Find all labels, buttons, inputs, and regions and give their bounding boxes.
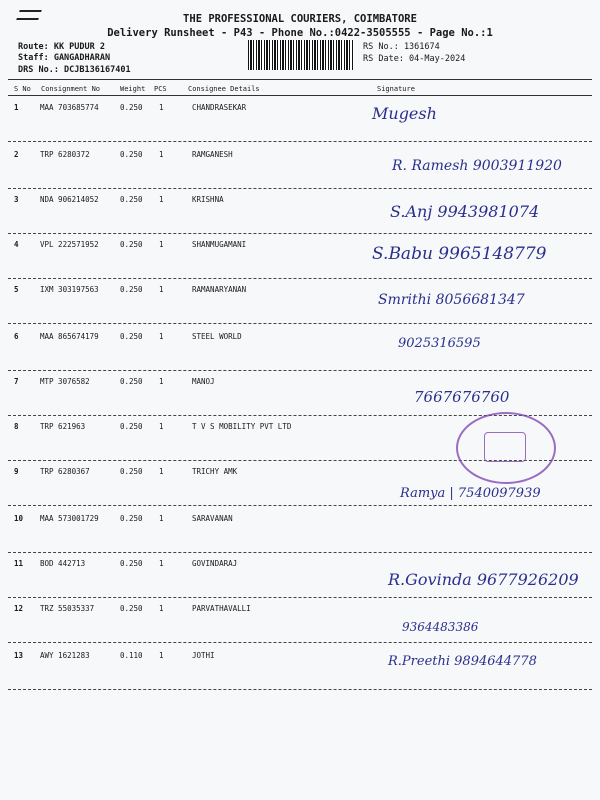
barcode	[248, 40, 354, 70]
row-pcs: 1	[159, 467, 164, 476]
rs-number: RS No.: 1361674	[363, 42, 440, 52]
signature: Mugesh	[372, 104, 437, 123]
row-sno: 3	[14, 195, 19, 204]
row-consignee: GOVINDARAJ	[192, 559, 238, 568]
company-title: THE PROFESSIONAL COURIERS, COIMBATORE	[183, 13, 417, 25]
row-consignee: CHANDRASEKAR	[192, 103, 247, 112]
row-consignee: RAMGANESH	[192, 150, 233, 159]
col-pcs-header: PCS	[154, 85, 167, 93]
row-consignee: STEEL WORLD	[192, 332, 242, 341]
row-weight: 0.250	[120, 195, 143, 204]
row-weight: 0.250	[120, 285, 143, 294]
signature: Ramya | 7540097939	[400, 486, 541, 501]
row-sno: 9	[14, 467, 19, 476]
row-pcs: 1	[159, 103, 164, 112]
row-sno: 7	[14, 377, 19, 386]
row-weight: 0.250	[120, 514, 143, 523]
row-consignee: RAMANARYANAN	[192, 285, 247, 294]
signature-column	[372, 96, 592, 696]
staff-label: Staff: GANGADHARAN	[18, 53, 111, 63]
route-label: Route: KK PUDUR 2	[18, 42, 105, 52]
row-consignment-no: TRZ 55035337	[40, 604, 95, 613]
row-sno: 10	[14, 514, 24, 523]
row-consignee: PARVATHAVALLI	[192, 604, 251, 613]
company-seal	[456, 412, 556, 484]
row-sno: 6	[14, 332, 19, 341]
row-consignment-no: TRP 6280367	[40, 467, 90, 476]
row-weight: 0.250	[120, 103, 143, 112]
drs-number: DRS No.: DCJB136167401	[18, 65, 131, 75]
signature: Smrithi 8056681347	[378, 292, 525, 308]
row-sno: 13	[14, 651, 24, 660]
row-consignment-no: NDA 906214052	[40, 195, 99, 204]
signature: 9364483386	[402, 620, 479, 634]
row-consignee: KRISHNA	[192, 195, 224, 204]
row-consignment-no: MAA 865674179	[40, 332, 99, 341]
row-consignee: TRICHY AMK	[192, 467, 238, 476]
header-rule-top	[8, 79, 592, 80]
row-consignee: SARAVANAN	[192, 514, 233, 523]
row-weight: 0.250	[120, 422, 143, 431]
col-signature-header: Signature	[377, 85, 415, 93]
signature: S.Anj 9943981074	[390, 202, 540, 221]
signature: 9025316595	[398, 336, 481, 351]
col-consignment-header: Consignment No	[41, 85, 101, 93]
row-sno: 12	[14, 604, 24, 613]
row-pcs: 1	[159, 422, 164, 431]
col-weight-header: Weight	[120, 85, 146, 93]
row-consignee: JOTHI	[192, 651, 215, 660]
row-sno: 2	[14, 150, 19, 159]
row-sno: 8	[14, 422, 19, 431]
row-consignment-no: TRP 621963	[40, 422, 86, 431]
row-pcs: 1	[159, 514, 164, 523]
row-consignment-no: MAA 703685774	[40, 103, 99, 112]
row-weight: 0.250	[120, 559, 143, 568]
col-consignee-header: Consignee Details	[188, 85, 260, 93]
row-consignee: MANOJ	[192, 377, 215, 386]
row-weight: 0.110	[120, 651, 143, 660]
runsheet-subtitle: Delivery Runsheet - P43 - Phone No.:0422-3505555 - Page No.:1	[107, 27, 493, 39]
row-weight: 0.250	[120, 377, 143, 386]
row-pcs: 1	[159, 604, 164, 613]
row-pcs: 1	[159, 195, 164, 204]
row-pcs: 1	[159, 150, 164, 159]
signature: R.Preethi 9894644778	[388, 654, 537, 669]
row-weight: 0.250	[120, 150, 143, 159]
row-pcs: 1	[159, 240, 164, 249]
col-sno-header: S No	[14, 85, 31, 93]
signature: S.Babu 9965148779	[372, 244, 547, 264]
row-consignment-no: VPL 222571952	[40, 240, 99, 249]
row-sno: 5	[14, 285, 19, 294]
row-pcs: 1	[159, 332, 164, 341]
row-sno: 1	[14, 103, 19, 112]
row-consignment-no: MAA 573001729	[40, 514, 99, 523]
row-consignment-no: TRP 6280372	[40, 150, 90, 159]
row-pcs: 1	[159, 651, 164, 660]
row-consignee: SHANMUGAMANI	[192, 240, 247, 249]
signature: 7667676760	[414, 388, 510, 406]
row-consignment-no: MTP 3076582	[40, 377, 90, 386]
row-pcs: 1	[159, 559, 164, 568]
signature: R.Govinda 9677926209	[388, 570, 579, 589]
signature: R. Ramesh 9003911920	[392, 158, 562, 174]
row-weight: 0.250	[120, 332, 143, 341]
row-consignment-no: IXM 303197563	[40, 285, 99, 294]
row-sno: 4	[14, 240, 19, 249]
row-sno: 11	[14, 559, 24, 568]
row-consignee: T V S MOBILITY PVT LTD	[192, 422, 292, 431]
row-pcs: 1	[159, 377, 164, 386]
row-weight: 0.250	[120, 240, 143, 249]
row-pcs: 1	[159, 285, 164, 294]
row-weight: 0.250	[120, 604, 143, 613]
row-consignment-no: BOD 442713	[40, 559, 86, 568]
rs-date: RS Date: 04-May-2024	[363, 54, 466, 64]
seal-center	[484, 432, 526, 462]
row-consignment-no: AWY 1621283	[40, 651, 90, 660]
row-weight: 0.250	[120, 467, 143, 476]
